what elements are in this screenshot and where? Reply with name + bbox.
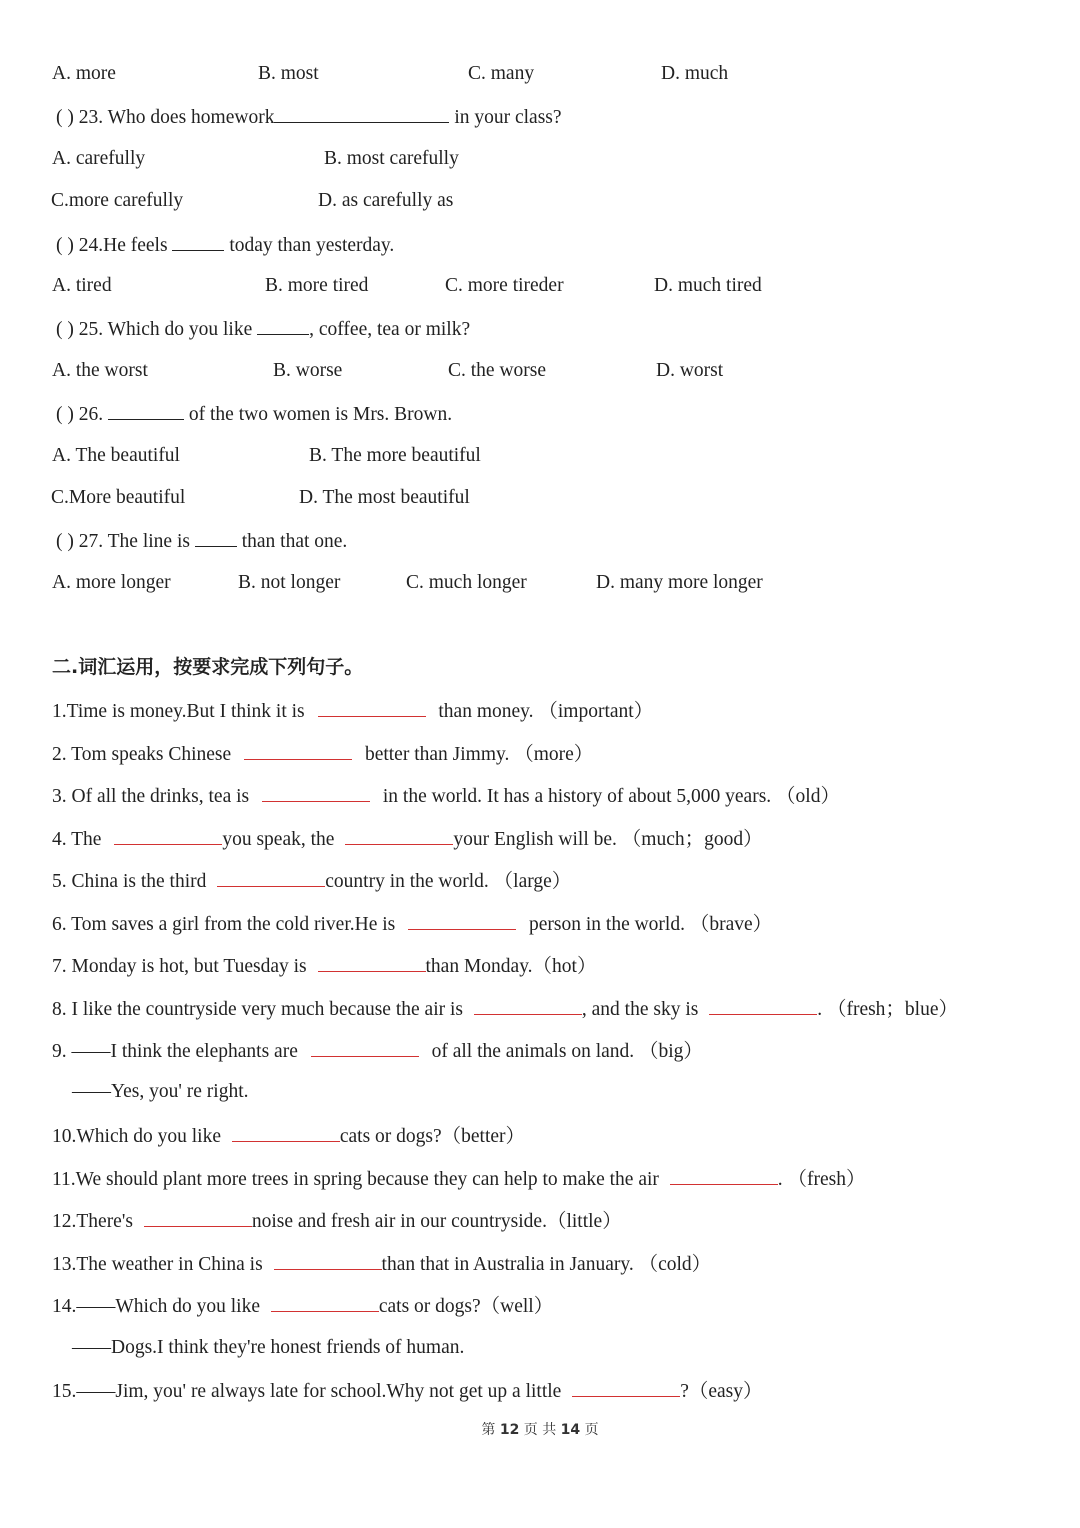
option-d: D. much tired: [654, 275, 762, 296]
option-c: C.more carefully: [51, 190, 184, 211]
option-c: C. much longer: [406, 572, 527, 593]
option-d: D. worst: [656, 360, 724, 381]
question-27: ( ) 27. The line is than that one.: [56, 528, 347, 554]
option-b: B. worse: [273, 360, 343, 381]
answer-blank: [144, 1208, 252, 1227]
answer-blank: [318, 953, 426, 972]
answer-blank: [318, 698, 426, 717]
option-b: B. not longer: [238, 572, 341, 593]
option-b: B. more tired: [265, 275, 369, 296]
fill-item-9-reply: ——Yes, you' re right.: [72, 1081, 249, 1102]
answer-blank: [709, 996, 817, 1015]
page-number: 12: [499, 1422, 520, 1438]
answer-blank: [114, 826, 222, 845]
question-26: ( ) 26. of the two women is Mrs. Brown.: [56, 401, 452, 427]
option-b: B. most: [258, 63, 319, 84]
fill-item-5: 5. China is the third country in the world. （large）: [52, 868, 571, 894]
option-a: A. the worst: [52, 360, 148, 381]
fill-item-7: 7. Monday is hot, but Tuesday is than Monday.（hot）: [52, 953, 596, 979]
option-a: A. more longer: [52, 572, 171, 593]
option-c: C. more tireder: [445, 275, 564, 296]
answer-blank: [262, 783, 370, 802]
question-24: ( ) 24.He feels today than yesterday.: [56, 232, 394, 258]
answer-blank: [345, 826, 453, 845]
option-c: C. the worse: [448, 360, 547, 381]
option-b: B. The more beautiful: [309, 445, 481, 466]
fill-item-8: 8. I like the countryside very much because the air is , and the sky is . （fresh；blue）: [52, 996, 958, 1022]
page-footer: 第 12 页 共 14 页: [481, 1422, 599, 1438]
answer-blank: [232, 1123, 340, 1142]
answer-blank: [572, 1378, 680, 1397]
answer-blank: [271, 1293, 379, 1312]
answer-paren: ( ): [56, 107, 74, 128]
fill-item-2: 2. Tom speaks Chinese better than Jimmy. （more）: [52, 741, 593, 767]
fill-item-10: 10.Which do you like cats or dogs?（better）: [52, 1123, 525, 1149]
page-total: 14: [560, 1422, 581, 1438]
answer-blank: [244, 741, 352, 760]
question-23: ( ) 23. Who does homework in your class?: [56, 104, 562, 130]
answer-paren: ( ): [56, 531, 74, 552]
answer-blank: [195, 528, 237, 547]
answer-blank: [274, 1251, 382, 1270]
fill-item-3: 3. Of all the drinks, tea is in the world. It has a history of about 5,000 years. （old）: [52, 783, 840, 809]
fill-item-13: 13.The weather in China is than that in Australia in January. （cold）: [52, 1251, 711, 1277]
answer-blank: [172, 232, 224, 251]
answer-blank: [108, 401, 184, 420]
option-a: A. more: [52, 63, 116, 84]
answer-paren: ( ): [56, 319, 74, 340]
option-b: B. most carefully: [324, 148, 459, 169]
section-heading: 二.词汇运用，按要求完成下列句子。: [52, 656, 364, 678]
fill-item-14: 14.——Which do you like cats or dogs?（well）: [52, 1293, 553, 1319]
answer-paren: ( ): [56, 235, 74, 256]
answer-paren: ( ): [56, 404, 74, 425]
fill-item-4: 4. The you speak, the your English will be. （much；good）: [52, 826, 763, 852]
option-c: C.More beautiful: [51, 487, 186, 508]
option-d: D. much: [661, 63, 729, 84]
option-a: A. tired: [52, 275, 112, 296]
answer-blank: [474, 996, 582, 1015]
answer-blank: [274, 104, 449, 123]
fill-item-14-reply: ——Dogs.I think they're honest friends of human.: [72, 1337, 465, 1358]
option-d: D. many more longer: [596, 572, 763, 593]
answer-blank: [670, 1166, 778, 1185]
answer-blank: [217, 868, 325, 887]
answer-blank: [257, 316, 309, 335]
answer-blank: [311, 1038, 419, 1057]
fill-item-12: 12.There's noise and fresh air in our countryside.（little）: [52, 1208, 622, 1234]
fill-item-15: 15.——Jim, you' re always late for school.Why not get up a little ?（easy）: [52, 1378, 763, 1404]
option-a: A. carefully: [52, 148, 146, 169]
option-d: D. as carefully as: [318, 190, 454, 211]
option-d: D. The most beautiful: [299, 487, 470, 508]
option-c: C. many: [468, 63, 535, 84]
fill-item-6: 6. Tom saves a girl from the cold river.He is person in the world. （brave）: [52, 911, 772, 937]
option-a: A. The beautiful: [52, 445, 180, 466]
fill-item-11: 11.We should plant more trees in spring because they can help to make the air . （fresh）: [52, 1166, 866, 1192]
question-25: ( ) 25. Which do you like , coffee, tea or milk?: [56, 316, 470, 342]
answer-blank: [408, 911, 516, 930]
fill-item-1: 1.Time is money.But I think it is than money. （important）: [52, 698, 653, 724]
fill-item-9: 9. ——I think the elephants are of all the animals on land. （big）: [52, 1038, 703, 1064]
